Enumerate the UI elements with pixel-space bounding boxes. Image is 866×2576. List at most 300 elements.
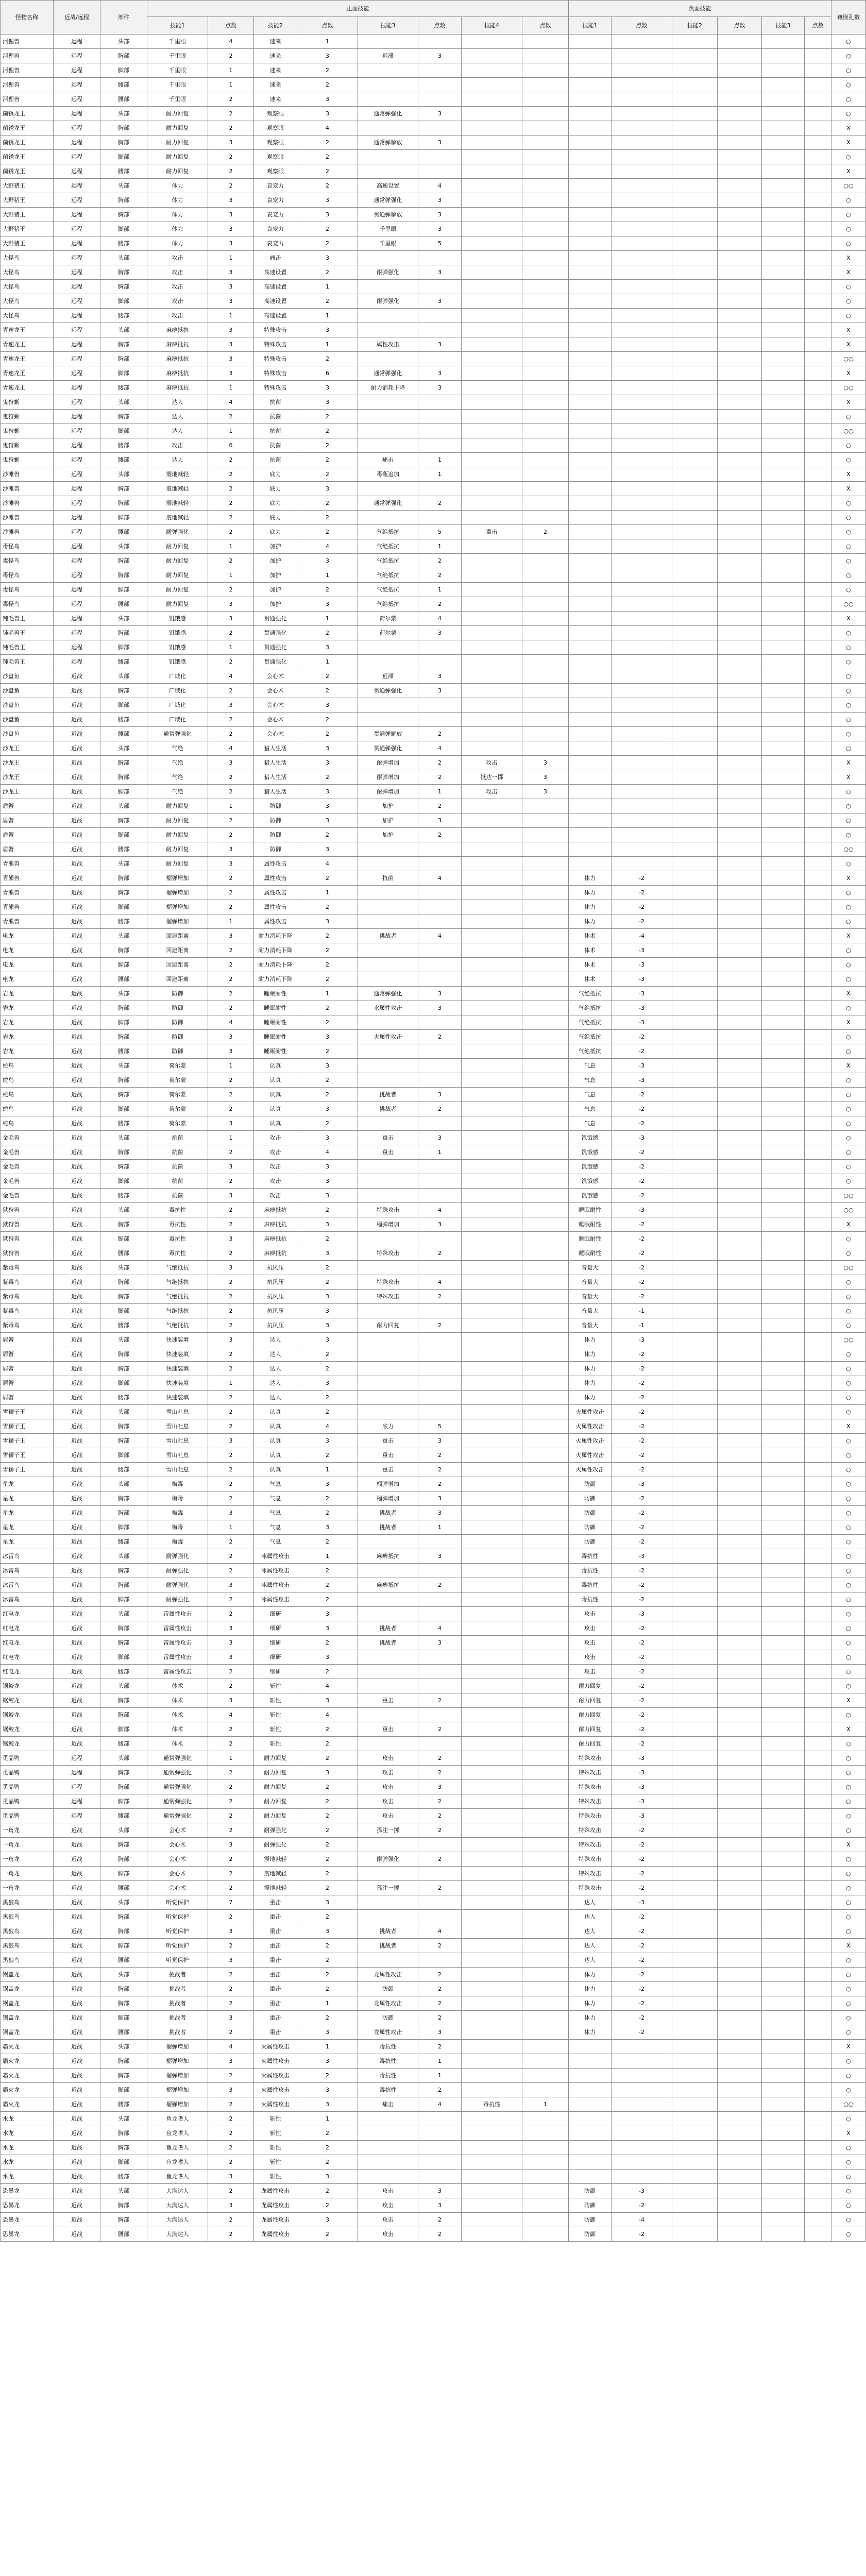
- cell-pos-pts1: 2: [208, 1809, 254, 1823]
- cell-pos-skill1: 攻击: [147, 438, 208, 453]
- cell-neg-pts2: [718, 1419, 762, 1434]
- cell-neg-skill1: 体力: [569, 1333, 612, 1347]
- cell-neg-skill3: [762, 597, 805, 612]
- cell-pos-pts4: [522, 1838, 569, 1852]
- cell-pos-skill3: [358, 857, 418, 871]
- cell-monster-name: 屑蟹: [1, 1391, 54, 1405]
- cell-pos-pts2: 2: [297, 929, 358, 943]
- header-pos-skill3: 技能3: [358, 17, 418, 35]
- cell-slot-count: ○: [831, 1044, 866, 1059]
- cell-attack-type: 近战: [54, 727, 100, 741]
- cell-pos-pts3: 3: [418, 337, 462, 352]
- cell-pos-pts2: 3: [297, 640, 358, 655]
- cell-neg-pts2: [718, 987, 762, 1001]
- cell-pos-skill4: [462, 1044, 522, 1059]
- cell-pos-pts1: 2: [208, 1982, 254, 1996]
- cell-pos-skill4: [462, 2054, 522, 2069]
- cell-neg-pts2: [718, 756, 762, 770]
- cell-pos-skill1: 震地减轻: [147, 496, 208, 511]
- cell-pos-skill1: 雪山吐息: [147, 1434, 208, 1448]
- cell-neg-skill1: 体力: [569, 2011, 612, 2025]
- cell-attack-type: 近战: [54, 1910, 100, 1924]
- cell-neg-pts1: [612, 626, 672, 640]
- cell-slot-count: ○: [831, 655, 866, 669]
- cell-pos-skill4: [462, 1838, 522, 1852]
- table-row: [1, 1895, 866, 1910]
- cell-slot-count: ○: [831, 208, 866, 222]
- cell-pos-skill4: [462, 1939, 522, 1953]
- cell-neg-skill1: 达人: [569, 1939, 612, 1953]
- cell-pos-pts2: 2: [297, 828, 358, 842]
- cell-monster-name: 电龙: [1, 929, 54, 943]
- cell-neg-skill1: [569, 280, 612, 294]
- cell-neg-skill2: [672, 1708, 718, 1722]
- cell-pos-skill2: 龙属性攻击: [254, 2227, 297, 2242]
- cell-neg-skill3: [762, 2170, 805, 2184]
- cell-attack-type: 远程: [54, 179, 100, 193]
- cell-neg-skill1: [569, 337, 612, 352]
- cell-pos-skill2: 达人: [254, 1362, 297, 1376]
- header-neg-pts2: 点数: [718, 17, 762, 35]
- cell-neg-skill1: 防御: [569, 1535, 612, 1549]
- cell-pos-skill3: [358, 1362, 418, 1376]
- cell-body-part: 胸部: [100, 1275, 147, 1290]
- cell-body-part: 脚部: [100, 2083, 147, 2097]
- cell-pos-skill2: 猎人生活: [254, 770, 297, 785]
- cell-attack-type: 近战: [54, 943, 100, 958]
- cell-pos-pts3: [418, 323, 462, 337]
- cell-neg-pts1: [612, 684, 672, 698]
- cell-neg-pts3: [805, 2141, 831, 2155]
- cell-body-part: 头部: [100, 1823, 147, 1838]
- cell-body-part: 脚部: [100, 1174, 147, 1189]
- cell-pos-pts4: [522, 381, 569, 395]
- cell-neg-pts2: [718, 655, 762, 669]
- cell-neg-pts1: -3: [612, 987, 672, 1001]
- cell-attack-type: 近战: [54, 2227, 100, 2242]
- cell-neg-pts2: [718, 1665, 762, 1679]
- cell-neg-pts1: -2: [612, 1189, 672, 1203]
- cell-pos-skill4: [462, 2155, 522, 2170]
- cell-pos-skill1: 耐力回复: [147, 583, 208, 597]
- cell-neg-pts3: [805, 1318, 831, 1333]
- cell-pos-pts3: 2: [418, 496, 462, 511]
- cell-pos-skill2: 贯通强化: [254, 640, 297, 655]
- cell-pos-skill3: [358, 1953, 418, 1968]
- cell-neg-skill2: [672, 1823, 718, 1838]
- cell-slot-count: X: [831, 265, 866, 280]
- table-row: [1, 2227, 866, 2242]
- cell-pos-skill1: 挑战者: [147, 2011, 208, 2025]
- cell-neg-skill1: 睡眠耐性: [569, 1232, 612, 1246]
- cell-neg-pts3: [805, 410, 831, 424]
- cell-neg-pts2: [718, 453, 762, 467]
- cell-pos-pts1: 1: [208, 1059, 254, 1073]
- cell-pos-pts4: [522, 814, 569, 828]
- cell-pos-skill2: 底力: [254, 482, 297, 496]
- table-row: [1, 1852, 866, 1867]
- cell-neg-pts2: [718, 785, 762, 799]
- table-row: [1, 914, 866, 929]
- cell-pos-pts4: [522, 1665, 569, 1679]
- cell-pos-skill1: 气绝: [147, 770, 208, 785]
- cell-pos-pts3: [418, 1535, 462, 1549]
- table-row: [1, 1131, 866, 1145]
- cell-pos-pts2: 2: [297, 496, 358, 511]
- table-row: [1, 1001, 866, 1015]
- cell-neg-pts2: [718, 1405, 762, 1419]
- cell-pos-pts3: 2: [418, 1809, 462, 1823]
- cell-body-part: 腰部: [100, 1737, 147, 1751]
- cell-pos-pts4: [522, 366, 569, 381]
- cell-pos-skill1: 气绝: [147, 741, 208, 756]
- cell-neg-skill2: [672, 886, 718, 900]
- cell-pos-skill1: 抗菌: [147, 1160, 208, 1174]
- cell-pos-skill3: [358, 1015, 418, 1030]
- cell-pos-pts4: [522, 1520, 569, 1535]
- cell-neg-pts1: -2: [612, 1924, 672, 1939]
- cell-neg-skill2: [672, 1737, 718, 1751]
- cell-neg-pts2: [718, 164, 762, 179]
- cell-neg-pts1: -2: [612, 1492, 672, 1506]
- cell-pos-pts1: 3: [208, 2083, 254, 2097]
- cell-slot-count: X: [831, 251, 866, 265]
- cell-pos-skill4: [462, 2227, 522, 2242]
- cell-pos-skill4: [462, 1246, 522, 1261]
- cell-pos-pts2: 2: [297, 511, 358, 525]
- table-row: [1, 107, 866, 121]
- cell-pos-pts1: 2: [208, 554, 254, 568]
- cell-attack-type: 近战: [54, 669, 100, 684]
- cell-neg-pts2: [718, 1391, 762, 1405]
- cell-pos-skill2: 属性攻击: [254, 871, 297, 886]
- cell-pos-pts4: [522, 1477, 569, 1492]
- cell-pos-skill2: 速来: [254, 63, 297, 78]
- cell-pos-skill4: [462, 2170, 522, 2184]
- cell-neg-skill3: [762, 1261, 805, 1275]
- cell-attack-type: 远程: [54, 640, 100, 655]
- cell-pos-skill4: [462, 929, 522, 943]
- cell-body-part: 胸部: [100, 337, 147, 352]
- cell-body-part: 胸部: [100, 135, 147, 150]
- cell-monster-name: 青熊兽: [1, 886, 54, 900]
- cell-pos-skill1: 麻痹抵抗: [147, 352, 208, 366]
- cell-neg-pts3: [805, 669, 831, 684]
- cell-monster-name: 大怪鸟: [1, 280, 54, 294]
- cell-pos-pts1: 2: [208, 987, 254, 1001]
- cell-neg-pts2: [718, 1492, 762, 1506]
- cell-pos-skill1: 耐力回复: [147, 799, 208, 814]
- cell-pos-pts2: 6: [297, 366, 358, 381]
- cell-pos-skill1: 挑战者: [147, 2025, 208, 2040]
- cell-slot-count: X: [831, 366, 866, 381]
- cell-pos-skill1: 听觉保护: [147, 1939, 208, 1953]
- cell-neg-skill3: [762, 1924, 805, 1939]
- cell-pos-pts4: [522, 424, 569, 438]
- cell-neg-skill2: [672, 1679, 718, 1693]
- cell-neg-pts3: [805, 1665, 831, 1679]
- cell-pos-pts2: 2: [297, 1982, 358, 1996]
- cell-neg-skill2: [672, 1650, 718, 1665]
- cell-body-part: 胸部: [100, 1506, 147, 1520]
- cell-pos-skill1: 荷尔蒙: [147, 1059, 208, 1073]
- cell-neg-skill1: [569, 2126, 612, 2141]
- cell-body-part: 胸部: [100, 1564, 147, 1578]
- cell-pos-skill2: 防御: [254, 799, 297, 814]
- cell-pos-skill2: 斩性: [254, 1722, 297, 1737]
- cell-pos-skill1: 防御: [147, 987, 208, 1001]
- cell-neg-pts1: [612, 2126, 672, 2141]
- cell-neg-pts1: [612, 669, 672, 684]
- cell-pos-pts1: 2: [208, 1852, 254, 1867]
- cell-pos-skill3: [358, 63, 418, 78]
- cell-pos-pts1: 3: [208, 135, 254, 150]
- cell-neg-pts2: [718, 1362, 762, 1376]
- cell-monster-name: 大怪鸟: [1, 251, 54, 265]
- cell-neg-pts1: -2: [612, 1275, 672, 1290]
- cell-neg-skill2: [672, 842, 718, 857]
- cell-pos-pts2: 2: [297, 1001, 358, 1015]
- cell-pos-pts4: [522, 453, 569, 467]
- cell-neg-pts1: [612, 280, 672, 294]
- cell-pos-pts3: 3: [418, 222, 462, 236]
- cell-pos-pts1: 2: [208, 2112, 254, 2126]
- cell-neg-skill2: [672, 410, 718, 424]
- cell-neg-skill1: 达人: [569, 1953, 612, 1968]
- cell-pos-skill1: 挑战者: [147, 1968, 208, 1982]
- cell-attack-type: 近战: [54, 684, 100, 698]
- cell-neg-skill2: [672, 972, 718, 987]
- cell-neg-skill3: [762, 1030, 805, 1044]
- cell-pos-pts2: 3: [297, 482, 358, 496]
- cell-neg-pts2: [718, 1953, 762, 1968]
- cell-neg-pts3: [805, 1621, 831, 1636]
- cell-pos-pts3: 2: [418, 1318, 462, 1333]
- cell-pos-pts4: [522, 1304, 569, 1318]
- cell-attack-type: 远程: [54, 424, 100, 438]
- cell-pos-skill2: 哀宠力: [254, 179, 297, 193]
- cell-pos-skill2: 麻痹抵抗: [254, 1203, 297, 1217]
- cell-neg-skill1: [569, 164, 612, 179]
- cell-neg-pts1: [612, 2112, 672, 2126]
- cell-neg-skill1: 体力: [569, 1968, 612, 1982]
- cell-pos-skill2: 贯通强化: [254, 612, 297, 626]
- cell-pos-pts3: 5: [418, 1419, 462, 1434]
- header-pos-skill4: 技能4: [462, 17, 522, 35]
- cell-monster-name: 蛇鸟: [1, 1088, 54, 1102]
- cell-neg-skill2: [672, 150, 718, 164]
- cell-attack-type: 近战: [54, 871, 100, 886]
- cell-neg-pts2: [718, 597, 762, 612]
- cell-neg-skill1: [569, 63, 612, 78]
- cell-monster-name: 霸火龙: [1, 2069, 54, 2083]
- cell-neg-skill3: [762, 496, 805, 511]
- cell-neg-skill3: [762, 684, 805, 698]
- cell-neg-pts1: -3: [612, 1059, 672, 1073]
- cell-neg-skill1: 气绝抵抗: [569, 1015, 612, 1030]
- cell-attack-type: 近战: [54, 1708, 100, 1722]
- cell-pos-pts3: 2: [418, 756, 462, 770]
- cell-monster-name: 霸火龙: [1, 2054, 54, 2069]
- cell-neg-pts2: [718, 871, 762, 886]
- cell-slot-count: X: [831, 929, 866, 943]
- table-row: [1, 453, 866, 467]
- cell-body-part: 脚部: [100, 958, 147, 972]
- cell-pos-pts1: 3: [208, 294, 254, 309]
- cell-pos-skill4: [462, 1261, 522, 1275]
- cell-pos-pts2: 2: [297, 669, 358, 684]
- cell-slot-count: ○: [831, 2011, 866, 2025]
- cell-pos-pts3: [418, 1737, 462, 1751]
- cell-attack-type: 近战: [54, 1232, 100, 1246]
- cell-neg-skill3: [762, 2184, 805, 2198]
- cell-pos-skill3: [358, 1592, 418, 1607]
- cell-pos-pts1: 2: [208, 1275, 254, 1290]
- header-monster-name: 怪物名称: [1, 1, 54, 35]
- cell-neg-skill3: [762, 2155, 805, 2170]
- cell-pos-skill1: 防御: [147, 1030, 208, 1044]
- cell-neg-pts2: [718, 958, 762, 972]
- cell-pos-pts2: 1: [297, 2112, 358, 2126]
- cell-pos-skill4: [462, 727, 522, 741]
- cell-monster-name: 屑蟹: [1, 1333, 54, 1347]
- cell-neg-pts2: [718, 2040, 762, 2054]
- cell-pos-skill1: 震地减轻: [147, 482, 208, 496]
- cell-neg-pts1: -2: [612, 1996, 672, 2011]
- cell-pos-pts1: 2: [208, 496, 254, 511]
- cell-slot-count: ○: [831, 2112, 866, 2126]
- cell-slot-count: ○: [831, 1982, 866, 1996]
- cell-pos-pts1: 2: [208, 1290, 254, 1304]
- cell-pos-skill1: 达人: [147, 410, 208, 424]
- cell-neg-skill3: [762, 1203, 805, 1217]
- cell-pos-skill3: [358, 2170, 418, 2184]
- cell-neg-skill3: [762, 770, 805, 785]
- cell-pos-pts3: 2: [418, 568, 462, 583]
- cell-neg-pts3: [805, 828, 831, 842]
- cell-pos-pts3: [418, 857, 462, 871]
- cell-pos-skill1: 通常弹强化: [147, 1766, 208, 1780]
- cell-monster-name: 大怪鸟: [1, 309, 54, 323]
- cell-neg-pts3: [805, 2054, 831, 2069]
- cell-neg-skill2: [672, 496, 718, 511]
- cell-pos-pts3: 1: [418, 467, 462, 482]
- cell-body-part: 腰部: [100, 1246, 147, 1261]
- cell-pos-skill3: 高速设置: [358, 179, 418, 193]
- cell-pos-skill4: [462, 2083, 522, 2097]
- cell-pos-skill2: 重击: [254, 2025, 297, 2040]
- cell-slot-count: ○: [831, 626, 866, 640]
- cell-neg-skill3: [762, 1189, 805, 1203]
- cell-body-part: 胸部: [100, 626, 147, 640]
- cell-body-part: 头部: [100, 1549, 147, 1564]
- cell-attack-type: 近战: [54, 1636, 100, 1650]
- cell-neg-skill1: 体力: [569, 1391, 612, 1405]
- cell-pos-skill1: 体术: [147, 1737, 208, 1751]
- cell-attack-type: 近战: [54, 1520, 100, 1535]
- cell-attack-type: 远程: [54, 554, 100, 568]
- cell-pos-skill1: 荷尔蒙: [147, 1088, 208, 1102]
- cell-neg-skill3: [762, 381, 805, 395]
- cell-neg-skill3: [762, 1823, 805, 1838]
- cell-monster-name: 菌锈龙王: [1, 107, 54, 121]
- cell-neg-pts1: -2: [612, 1564, 672, 1578]
- cell-attack-type: 近战: [54, 2040, 100, 2054]
- table-row: [1, 1867, 866, 1881]
- header-neg-skill2: 技能2: [672, 17, 718, 35]
- cell-pos-skill3: 孤注一掷: [358, 1881, 418, 1895]
- cell-slot-count: ○: [831, 1679, 866, 1693]
- cell-monster-name: 蛇鸟: [1, 1102, 54, 1116]
- cell-pos-skill4: [462, 208, 522, 222]
- cell-pos-skill3: [358, 2155, 418, 2170]
- cell-pos-pts2: 1: [297, 612, 358, 626]
- cell-pos-skill1: 广域化: [147, 713, 208, 727]
- cell-pos-skill2: 底力: [254, 525, 297, 539]
- cell-pos-skill3: 通常弹强化: [358, 366, 418, 381]
- cell-pos-skill3: [358, 900, 418, 914]
- cell-monster-name: 金毛兽: [1, 1145, 54, 1160]
- cell-pos-pts2: 2: [297, 1968, 358, 1982]
- cell-body-part: 腰部: [100, 597, 147, 612]
- cell-pos-pts3: 2: [418, 1982, 462, 1996]
- cell-pos-skill3: [358, 1304, 418, 1318]
- cell-pos-pts4: [522, 323, 569, 337]
- cell-pos-pts3: 3: [418, 208, 462, 222]
- cell-neg-pts3: [805, 164, 831, 179]
- cell-neg-pts2: [718, 612, 762, 626]
- cell-pos-pts3: [418, 1362, 462, 1376]
- cell-pos-skill1: 榴弹增加: [147, 886, 208, 900]
- cell-pos-pts3: 3: [418, 193, 462, 208]
- cell-pos-skill4: [462, 626, 522, 640]
- cell-neg-skill2: [672, 900, 718, 914]
- cell-attack-type: 近战: [54, 814, 100, 828]
- cell-neg-skill2: [672, 929, 718, 943]
- cell-neg-pts1: -3: [612, 1477, 672, 1492]
- cell-pos-pts2: 2: [297, 583, 358, 597]
- table-row: [1, 2213, 866, 2227]
- table-row: [1, 1391, 866, 1405]
- cell-neg-pts3: [805, 208, 831, 222]
- cell-pos-skill1: 耐力回复: [147, 135, 208, 150]
- cell-pos-pts1: 2: [208, 121, 254, 135]
- cell-neg-pts3: [805, 2155, 831, 2170]
- cell-neg-pts3: [805, 1895, 831, 1910]
- cell-pos-pts1: 2: [208, 1780, 254, 1794]
- cell-slot-count: ○: [831, 1867, 866, 1881]
- cell-neg-pts1: -2: [612, 1953, 672, 1968]
- cell-slot-count: ○: [831, 1391, 866, 1405]
- cell-neg-skill2: [672, 193, 718, 208]
- cell-pos-pts1: 2: [208, 785, 254, 799]
- cell-neg-pts3: [805, 741, 831, 756]
- cell-pos-pts4: [522, 208, 569, 222]
- cell-neg-skill2: [672, 1939, 718, 1953]
- cell-pos-skill3: 耐力消耗下降: [358, 381, 418, 395]
- table-row: [1, 1419, 866, 1434]
- cell-monster-name: 青熊兽: [1, 857, 54, 871]
- cell-neg-pts2: [718, 1794, 762, 1809]
- cell-neg-pts1: [612, 337, 672, 352]
- cell-neg-pts1: -3: [612, 1794, 672, 1809]
- cell-pos-skill2: 抗风压: [254, 1318, 297, 1333]
- cell-slot-count: ○: [831, 713, 866, 727]
- cell-neg-skill3: [762, 424, 805, 438]
- cell-attack-type: 远程: [54, 135, 100, 150]
- cell-pos-pts4: [522, 1232, 569, 1246]
- cell-neg-pts2: [718, 842, 762, 857]
